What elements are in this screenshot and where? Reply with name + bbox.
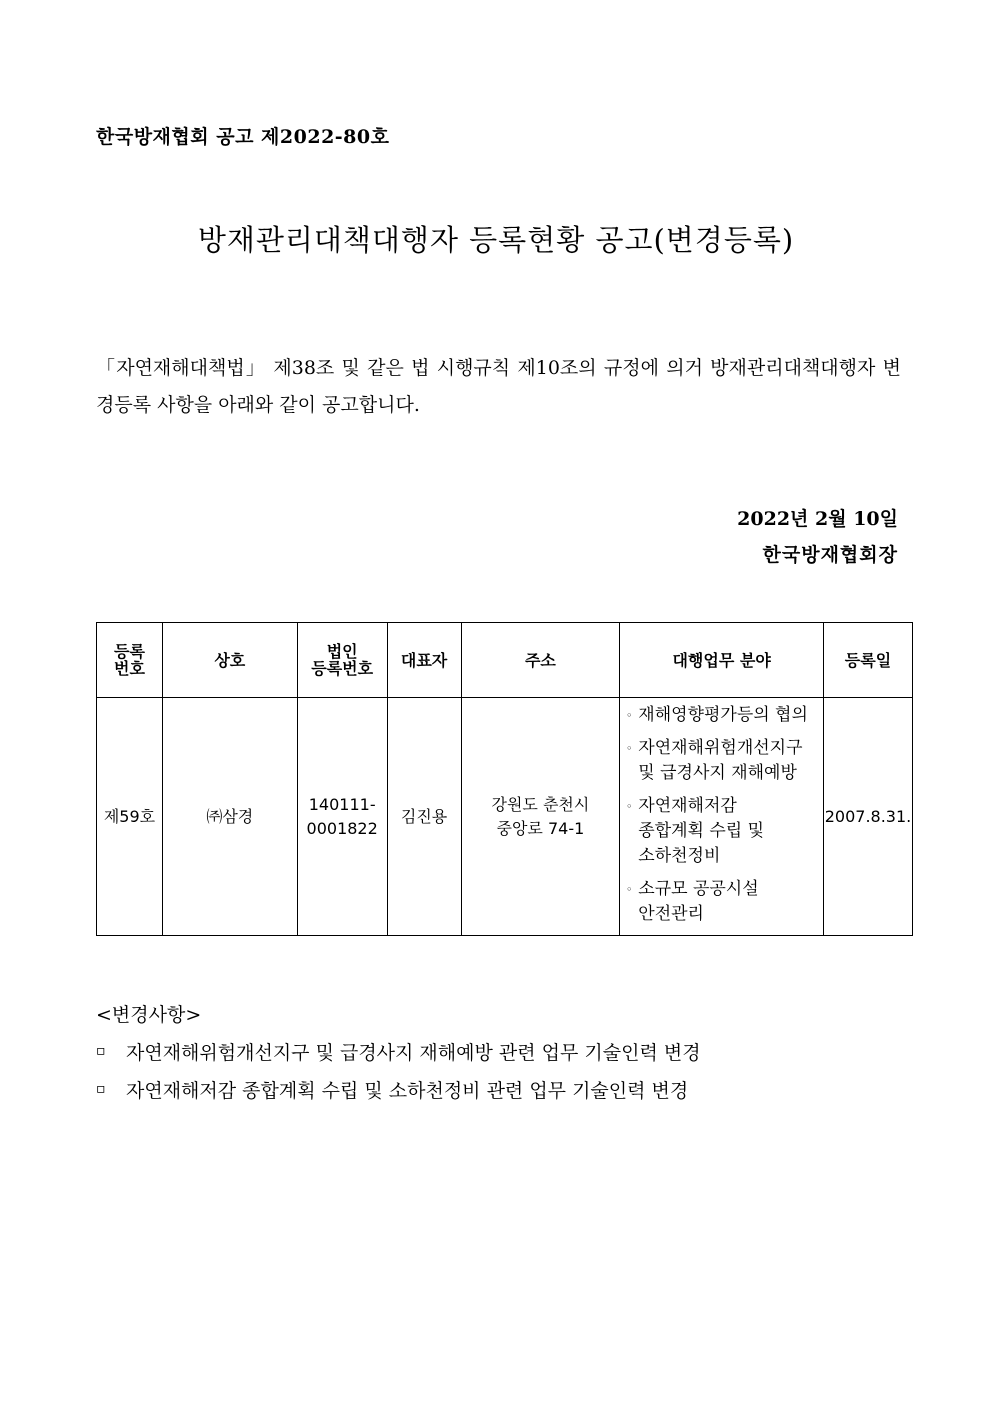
field-item-text: 자연재해저감 종합계획 수립 및 소하천정비 [638, 796, 765, 866]
bullet-icon: ◦ [626, 883, 633, 896]
field-item-text: 자연재해위험개선지구 및 급경사지 재해예방 [638, 738, 803, 783]
cell-fields [620, 698, 824, 936]
cell-corp-no: 140111- 0001822 [297, 698, 387, 936]
header-reg-no: 등록 번호 [97, 623, 163, 698]
field-item-text: 소규모 공공시설 안전관리 [638, 879, 759, 924]
square-bullet-icon: ▫ [96, 1043, 106, 1059]
cell-rep: 김진용 [387, 698, 461, 936]
header-company: 상호 [162, 623, 297, 698]
cell-reg-no: 제59호 [97, 698, 163, 936]
header-reg-date: 등록일 [823, 623, 912, 698]
bullet-icon: ◦ [626, 709, 633, 722]
cell-company: ㈜삼경 [162, 698, 297, 936]
changes-heading: <변경사항> [96, 1004, 202, 1026]
field-item [620, 877, 823, 927]
header-fields: 대행업무 분야 [620, 623, 824, 698]
field-item-text: 재해영향평가등의 협의 [638, 705, 808, 725]
issuer: 한국방재협회장 [762, 544, 898, 566]
bullet-icon: ◦ [626, 742, 633, 755]
field-item [620, 794, 823, 869]
notice-date: 2022년 2월 10일 [737, 508, 898, 530]
list-item [96, 1038, 701, 1065]
table-row [97, 698, 913, 936]
table-header-row [97, 623, 913, 698]
notice-body: 「자연재해대책법」 제38조 및 같은 법 시행규칙 제10조의 규정에 의거 방재관리대책대행자 변경등록 사항을 아래와 같이 공고합니다. [96, 357, 901, 416]
page-title: 방재관리대책대행자 등록현황 공고(변경등록) [197, 223, 795, 257]
field-item [620, 736, 823, 786]
header-rep: 대표자 [387, 623, 461, 698]
registration-table [96, 622, 913, 936]
change-text: 자연재해저감 종합계획 수립 및 소하천정비 관련 업무 기술인력 변경 [126, 1080, 689, 1102]
cell-reg-date: 2007.8.31. [823, 698, 912, 936]
header-corp-no: 법인 등록번호 [297, 623, 387, 698]
list-item [96, 1076, 688, 1103]
cell-address: 강원도 춘천시 중앙로 74-1 [461, 698, 620, 936]
notice-number: 한국방재협회 공고 제2022-80호 [96, 126, 390, 148]
field-item [620, 703, 823, 728]
header-address: 주소 [461, 623, 620, 698]
bullet-icon: ◦ [626, 800, 633, 813]
square-bullet-icon: ▫ [96, 1081, 106, 1097]
change-text: 자연재해위험개선지구 및 급경사지 재해예방 관련 업무 기술인력 변경 [126, 1042, 701, 1064]
